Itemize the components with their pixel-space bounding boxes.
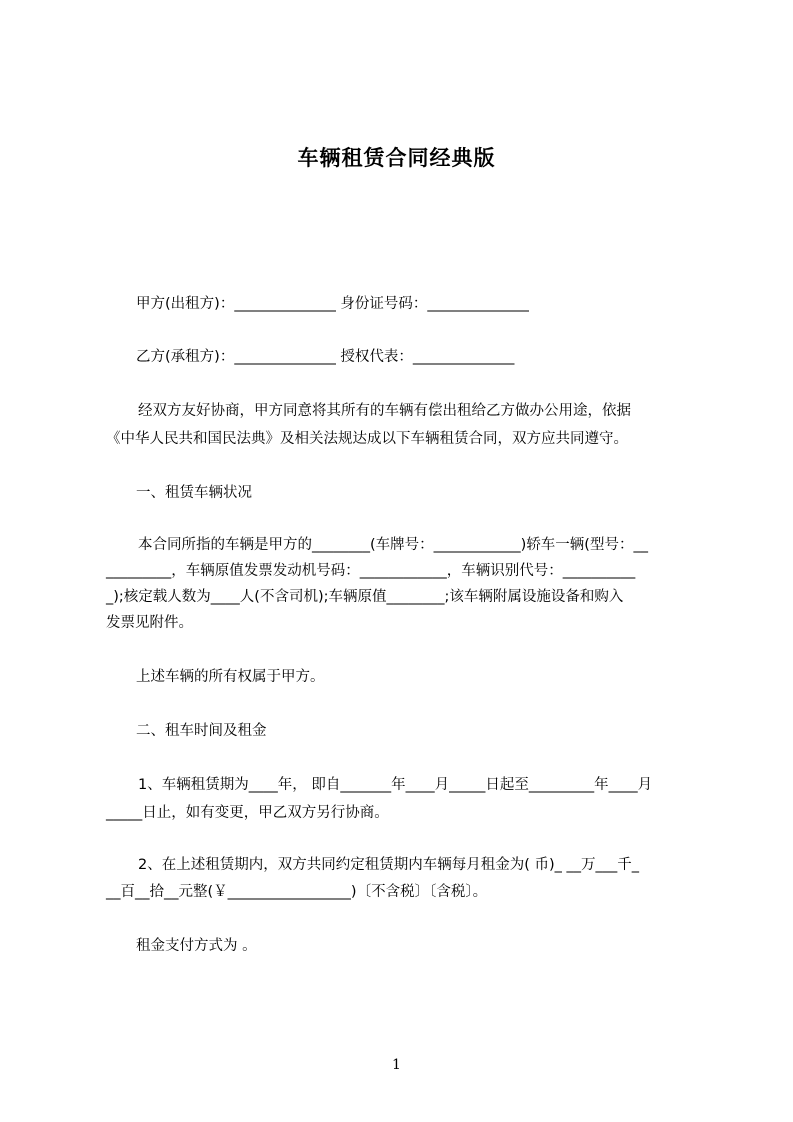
page-number: 1 bbox=[392, 1057, 401, 1073]
section-2-item-1-line-1: 1、车辆租赁期为____年， 即自_______年____月_____日起至_________年____月 bbox=[138, 777, 653, 793]
intro-paragraph-line-2: 《中华人民共和国民法典》及相关法规达成以下车辆租赁合同，双方应共同遵守。 bbox=[106, 431, 628, 447]
intro-paragraph-line-1: 经双方友好协商，甲方同意将其所有的车辆有偿出租给乙方做办公用途，依据 bbox=[138, 403, 631, 419]
section-2-heading: 二、租车时间及租金 bbox=[136, 723, 267, 739]
section-1-paragraph-line-1: 本合同所指的车辆是甲方的________(车牌号：____________)轿车一辆(型号：__ bbox=[138, 537, 648, 553]
party-b-line: 乙方(承租方)：______________ 授权代表：______________ bbox=[136, 349, 515, 365]
section-2-item-2-line-2: __百__拾__元整(￥_________________)〔不含税〕〔含税〕。 bbox=[106, 884, 488, 900]
payment-method-line: 租金支付方式为 。 bbox=[136, 938, 257, 954]
section-1-paragraph-line-4: 发票见附件。 bbox=[106, 615, 193, 631]
section-1-paragraph-line-2: _________，车辆原值发票发动机号码：____________，车辆识别代号：__________ bbox=[106, 563, 636, 579]
section-2-item-2-line-1: 2、在上述租赁期内，双方共同约定租赁期内车辆每月租金为( 币)_ __万___千_ bbox=[138, 857, 640, 873]
section-2-item-1-line-2: _____日止，如有变更，甲乙双方另行协商。 bbox=[106, 805, 389, 821]
ownership-statement: 上述车辆的所有权属于甲方。 bbox=[136, 669, 325, 685]
party-a-line: 甲方(出租方)：______________ 身份证号码：______________ bbox=[136, 296, 529, 312]
section-1-paragraph-line-3: _);核定载人数为____人(不含司机);车辆原值________;该车辆附属设施设备和购入 bbox=[106, 589, 624, 605]
document-title: 车辆租赁合同经典版 bbox=[297, 146, 496, 170]
section-1-heading: 一、租赁车辆状况 bbox=[136, 485, 252, 501]
